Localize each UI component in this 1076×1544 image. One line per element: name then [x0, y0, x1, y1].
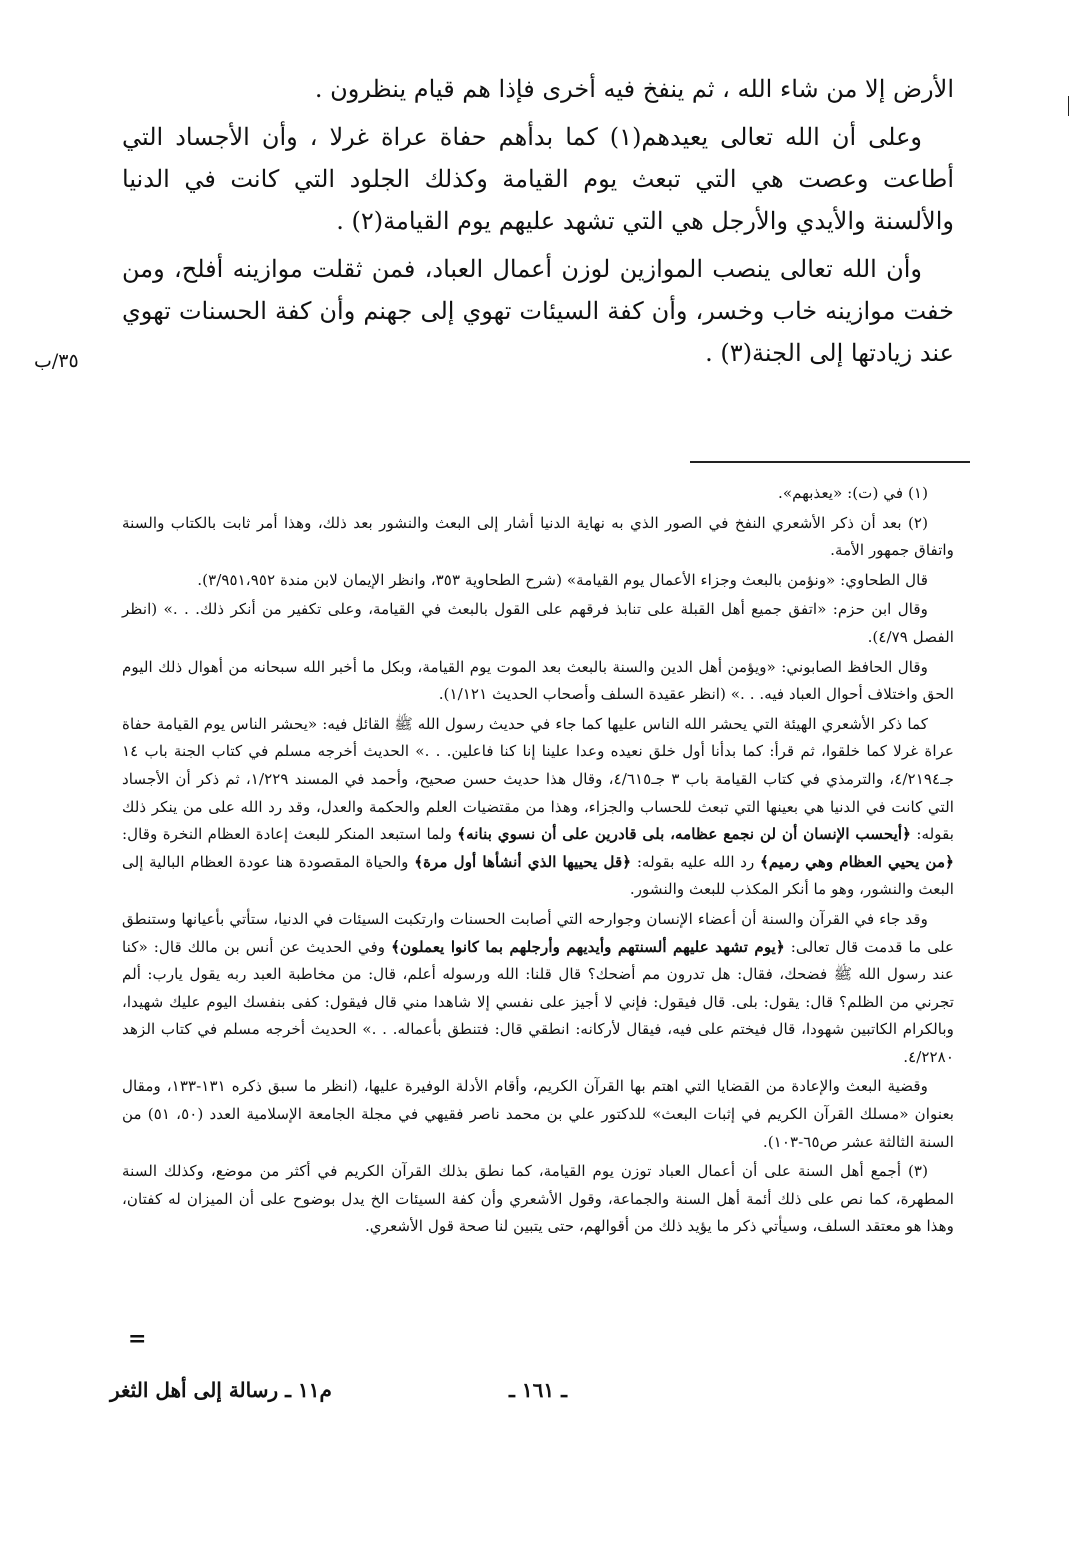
footnote-text: والحياة المقصودة هنا عودة العظام البالية إلى البعث والنشور، وهو ما أنكر المكذب للبعث والنشور.: [122, 852, 954, 899]
footnote-2-sabuni: وقال الحافظ الصابوني: «ويؤمن أهل الدين والسنة بالبعث بعد الموت يوم القيامة، وبكل ما أخبر الله سبحانه من أهوال ذلك اليوم الحق واختلاف أحوال العباد فيه. . .» (انظر عقيدة السلف وأصحاب الحديث ١/١٢١).: [122, 657, 954, 704]
manuscript-folio-note: ٣٥/ب: [34, 350, 79, 372]
quran-verse: ﴿قل يحييها الذي أنشأها أول مرة﴾: [414, 852, 632, 871]
main-text: [122, 68, 954, 380]
page-footer: [110, 1378, 966, 1412]
footnote-3: (٣) أجمع أهل السنة على أن أعمال العباد توزن يوم القيامة، كما نطق بذلك القرآن الكريم في أكثر من موضع، وكذلك السنة المطهرة، كما نص على ذلك أئمة أهل السنة والجماعة، وقول الأشعري وأن كفة السيئات الخ يدل بوضوح على أن الميزان له كفتان، وهذا هو معتقد السلف، وسيأتي ذكر ما يؤيد ذلك من أقوالهم، حتى يتبين لنا صحة قول الأشعري.: [122, 1162, 954, 1236]
footnote-2-resurrection: وقضية البعث والإعادة من القضايا التي اهتم بها القرآن الكريم، وأقام الأدلة الوفيرة عليها، (انظر ما سبق ذكره ١٣١-١٣٣، ومقال بعنوان «مسلك القرآن الكريم في إثبات البعث» للدكتور علي بن محمد ناصر فقيهي في مجلة الجامعة الإسلامية العدد (٥٠، ٥١) من السنة الثالثة عشر ص٦٥-١٠٣).: [122, 1077, 955, 1151]
continuation-mark: =: [128, 1326, 147, 1352]
footnote-text: وقد جاء في القرآن والسنة أن أعضاء الإنسان وجوارحه التي أصابت الحسنات وارتكبت السيئات في الدنيا، ستأتي بأعيانها وستنطق على ما قدمت قال تعالى:: [122, 909, 955, 956]
footnote-text: رد الله عليه بقوله:: [636, 852, 755, 871]
quran-verse: ﴿أيحسب الإنسان أن لن نجمع عظامه، بلى قادرين على أن نسوي بنانه﴾: [457, 825, 911, 844]
footnote-2-ibn-hazm: وقال ابن حزم: «اتفق جميع أهل القبلة على تنابذ فرقهم على القول بالبعث في القيامة، وعلى تكفير من أنكر ذلك. . .» (انظر الفصل ٤/٧٩).: [122, 600, 954, 646]
page-edge-mark: [1068, 96, 1073, 116]
footnote-text: ولما استبعد المنكر للبعث إعادة العظام النخرة وقال:: [122, 825, 452, 844]
footnote-2-hashr: [122, 711, 954, 904]
footnote-separator: [690, 461, 970, 463]
footnote-1: (١) في (ت): «يعذبهم».: [778, 484, 928, 502]
signature-line: م١١ ـ رسالة إلى أهل الثغر: [110, 1378, 332, 1402]
footnote-text: وفي الحديث عن أنس بن مالك قال: «كنا عند رسول الله ﷺ فضحك، فقال: هل تدرون مم أضحك؟ قال قلنا: الله ورسوله أعلم، قال: من مخاطبة العبد ربه يقول يارب: ألم تجرني من الظلم؟ قال: يقول: بلى. قال فيقول: فإني لا أجيز على نفسي إلا شاهدا مني قال فيقول: كفى بنفسك اليوم عليك شهيدا، وبالكرام الكاتبين شهودا، قال فيختم على فيه، فيقال لأركانه: انطقي قال: فتنطق بأعماله. . .» الحديث أخرجه مسلم في كتاب الزهد ٤/٢٢٨٠.: [122, 937, 954, 1066]
footnote-text: كما ذكر الأشعري الهيئة التي يحشر الله الناس عليها كما جاء في حديث رسول الله ﷺ القائل فيه: «يحشر الناس يوم القيامة حفاة عراة غرلا كما خلقوا، ثم قرأ: كما بدأنا أول خلق نعيده وعدا علينا إنا كنا فاعلين. . .» الحديث أخرجه مسلم في كتاب الجنة باب ١٤ جـ٤/٢١٩٤، والترمذي في كتاب القيامة باب ٣ جـ٤/٦١٥، وقال هذا حديث حسن صحيح، وأحمد في المسند ١/٢٢٩، ثم ذكر أن الأجساد التي كانت في الدنيا هي بعينها التي تبعث للحساب والجزاء، وهذا من مقتضيات العلم والحكمة والعدل، وقد رد الله على من ينكر ذلك بقوله:: [122, 714, 955, 844]
footnote-2-tahawi: قال الطحاوي: «ونؤمن بالبعث وجزاء الأعمال يوم القيامة» (شرح الطحاوية ٣٥٣، وانظر الإيمان لابن مندة ٣/٩٥١،٩٥٢).: [197, 570, 928, 589]
main-paragraph: وعلى أن الله تعالى يعيدهم(١) كما بدأهم حفاة عراة غرلا ، وأن الأجساد التي أطاعت وعصت هي التي تبعث يوم القيامة وكذلك الجلود التي كانت في الدنيا والألسنة والأيدي والأرجل هي التي تشهد عليهم يوم القيامة(٢) .: [122, 123, 954, 235]
quran-verse: ﴿من يحيي العظام وهي رميم﴾: [760, 852, 955, 871]
main-paragraph: الأرض إلا من شاء الله ، ثم ينفخ فيه أخرى فإذا هم قيام ينظرون .: [314, 75, 954, 103]
footnote-2-organs: [122, 906, 954, 1072]
page-number: ـ ١٦١ ـ: [509, 1378, 567, 1402]
footnotes: [122, 480, 954, 1243]
footnote-2: (٢) بعد أن ذكر الأشعري النفخ في الصور الذي به نهاية الدنيا أشار إلى البعث والنشور بعد ذلك، وهذا أمر ثابت بالكتاب والسنة واتفاق جمهور الأمة.: [122, 513, 954, 560]
main-paragraph: وأن الله تعالى ينصب الموازين لوزن أعمال العباد، فمن ثقلت موازينه أفلح، ومن خفت موازينه خاب وخسر، وأن كفة السيئات تهوي إلى جهنم وأن كفة الحسنات تهوي عند زيادتها إلى الجنة(٣) .: [122, 255, 954, 367]
quran-verse: ﴿يوم تشهد عليهم ألسنتهم وأيديهم وأرجلهم بما كانوا يعملون﴾: [391, 937, 785, 956]
